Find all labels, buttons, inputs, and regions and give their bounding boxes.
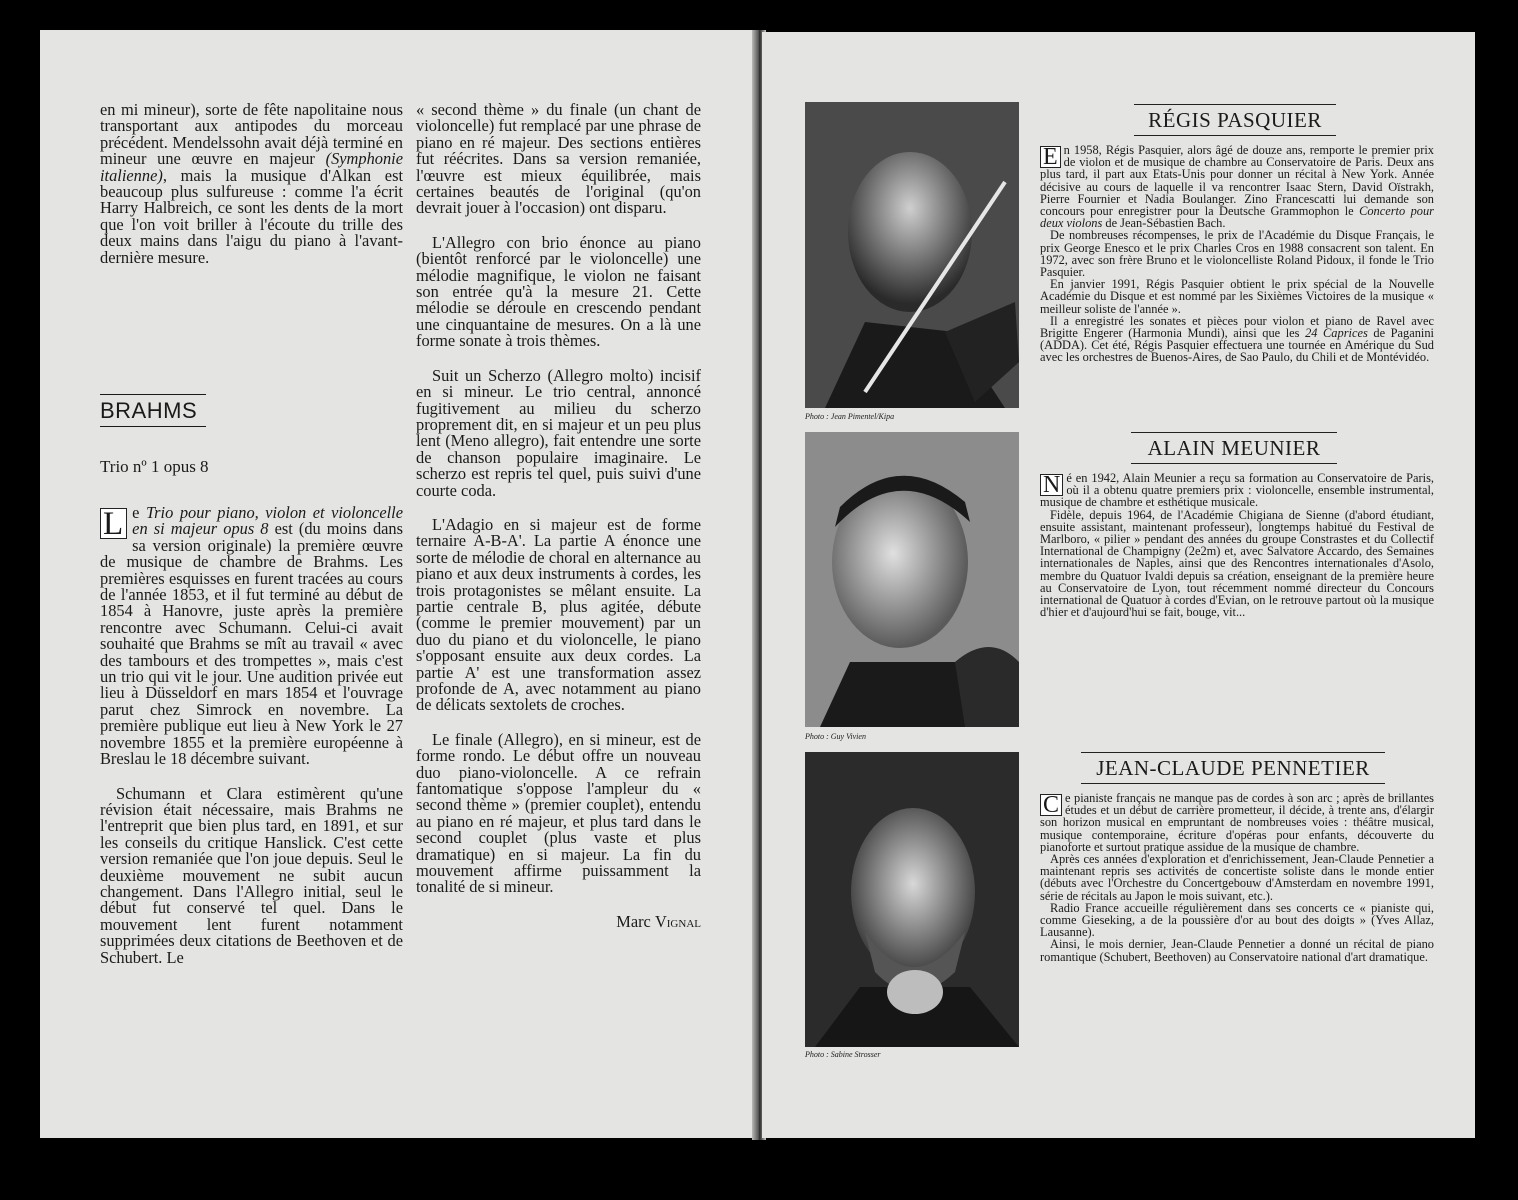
author-signature: Marc Vignal — [616, 911, 701, 931]
section-title: BRAHMS — [100, 398, 198, 423]
dropcap-letter: N — [1040, 474, 1063, 496]
left-column-1 — [100, 102, 403, 284]
brahms-paragraph-2: Schumann et Clara estimèrent qu'une révision était nécessaire, mais Brahms ne l'entreprit que bien plus tard, en 1891, et sur les conseils du critique Hanslick. C'est cette version remaniée que l'on joue depuis. Seul le deuxième mouvement ne subit aucun changement. Dans l'Allegro initial, seul le début fut conservé tel quel. Dans le mouvement lent furent notamment supprimées deux citations de Beethoven et de Schubert. Le — [100, 783, 403, 967]
left-column-2 — [416, 102, 701, 948]
bio-text: E n 1958, Régis Pasquier, alors âgé de douze ans, remporte le premier prix de violon et de musique de chambre au Conservatoire de Paris. Deux ans plus tard, il part aux Etats-Unis pour donner un récital à New York. Année décisive au cours de laquelle il va rencontrer Isaac Stern, David Oïstrakh, Pierre Fournier et Nadia Boulanger. Zino Francescatti lui demande son concours pour enregistrer pour la Deutsche Grammophon le Concerto pour deux violons de Jean-Sébastien Bach. De nombreuses récompenses, le prix de l'Académie du Disque Français, le prix George Enesco et le prix Charles Cros en 1988 consacrent son talent. En 1972, avec son frère Bruno et le violoncelliste Roland Pidoux, il fonde le Trio Pasquier. En janvier 1991, Régis Pasquier obtient le prix spécial de la Nouvelle Académie du Disque et est nommé par les Sixièmes Victoires de la musique « meilleur soliste de l'année ». Il a enregistré les sonates et pièces pour violon et piano de Ravel avec Brigitte Engerer (Harmonia Mundi), ainsi que les 24 Caprices de Paganini (ADDA). Cet été, Régis Pasquier effectuera une tournée en Amérique du Sud avec les orchestres de Buenos-Aires, de Sao Paulo, du Chili et de Montévidéo. — [1040, 143, 1434, 365]
col2-paragraph-5: Le finale (Allegro), en si mineur, est de forme rondo. Le début offre un nouveau duo piano-violoncelle. A ce refrain fantomatique s'oppose l'ampleur du « second thème » (premier couplet), entendu au piano en ré majeur, et plus tard dans le second couplet (plus vaste et plus dramatique) en si majeur. La fin du mouvement affirme puissamment la tonalité de si mineur. — [416, 729, 701, 897]
portrait-photo-cellist — [805, 432, 1019, 727]
col2-paragraph-3: Suit un Scherzo (Allegro molto) incisif en si mineur. Le trio central, annoncé fugitivement au milieu du scherzo proprement dit, en si majeur et un peu plus lent (Meno allegro), fait entendre une sorte de chanson populaire imaginaire. Le scherzo est repris tel quel, puis suivi d'une courte coda. — [416, 365, 701, 500]
dropcap-letter: E — [1040, 146, 1061, 168]
col2-paragraph-1: « second thème » du finale (un chant de violoncelle) fut remplacé par une phrase de piano en ré majeur. Des sections entières fut réécrites. Dans sa version remaniée, l'œuvre est mieux équilibrée, mais certaines beautés de l'original (qu'on devrait jouer à l'occasion) ont disparu. — [416, 100, 701, 218]
bio-text: N é en 1942, Alain Meunier a reçu sa formation au Conservatoire de Paris, où il a obtenu quatre premiers prix : violoncelle, ensemble instrumental, musique de chambre et esthétique musicale. Fidèle, depuis 1964, de l'Académie Chigiana de Sienne (d'abord étudiant, ensuite assistant, maintenant professeur), longtemps habitué du Festival de Marlboro, « pilier » pendant des années du groupe Constrastes et du Collectif International de Champigny (2e2m) et, avec Salvatore Accardo, des Semaines internationales de Naples, ainsi que des Rencontres internationales d'Asolo, membre du Quatuor Ivaldi depuis sa création, enseignant de la première heure au Conservatoire de Lyon, tout récemment nommé directeur du Concours international de Quatuor à cordes d'Evian, on le retrouve partout où la musique d'hier et d'aujourd'hui se fait, bouge, vit... — [1040, 471, 1434, 620]
section-subtitle: Trio nº 1 opus 8 — [100, 457, 209, 476]
photo-credit: Photo : Jean Pimentel/Kipa — [805, 412, 895, 421]
alkan-paragraph: en mi mineur), sorte de fête napolitaine nous transportant aux antipodes du morceau précédent. Mendelssohn avait déjà terminé en mineur une œuvre en majeur (Symphonie italienne), mais la musique d'Alkan est beaucoup plus sulfureuse : comme l'a écrit Harry Halbreich, ce sont les dents de la mort que l'on voit briller à l'écoute du trille des deux mains dans l'aigu du piano à l'avant-dernière mesure. — [100, 100, 403, 267]
left-page — [40, 30, 756, 1138]
photo-credit: Photo : Guy Vivien — [805, 732, 866, 741]
brahms-paragraph-1: L e Trio pour piano, violon et violoncelle en si majeur opus 8 est (du moins dans sa version originale) la première œuvre de musique de chambre de Brahms. Les premières esquisses en furent tracées au cours de l'année 1853, et il fut terminé au début de 1854 à Hanovre, juste après la première rencontre avec Schumann. Celui-ci avait souhaité que Brahms se mît au travail « avec des tambours et des trompettes », mais c'est un trio qui vit le jour. Une audition privée eut lieu à Düsseldorf en mars 1854 et l'ouvrage parut chez Simrock en novembre. La première publique eut lieu à New York le 27 novembre 1855 et la première européenne à Breslau le 18 décembre suivant. — [100, 503, 403, 769]
section-rule-top — [100, 394, 206, 395]
right-page — [762, 32, 1475, 1138]
col2-paragraph-4: L'Adagio en si majeur est de forme ternaire A-B-A'. La partie A énonce une sorte de mélodie de choral en alternance au piano et aux deux instruments à cordes, les trois protagonistes se mêlant ensuite. La partie centrale B, plus agitée, débute (comme le premier mouvement) par un duo du piano et du violoncelle, le piano s'opposant ensuite aux deux cordes. La partie A' est une transformation assez profonde de A, avec notamment au piano de délicats sextolets de croches. — [416, 514, 701, 715]
bio-heading: JEAN-CLAUDE PENNETIER — [1081, 752, 1385, 784]
bio-text: C e pianiste français ne manque pas de cordes à son arc ; après de brillantes études et un début de carrière prometteur, il décide, à trente ans, d'élargir son horizon musical en empruntant de nombreuses voies : théâtre musical, musique contemporaine, écriture d'opéras pour enfants, découverte du pianoforte et surtout pratique assidue de la musique de chambre. Après ces années d'exploration et d'enrichissement, Jean-Claude Pennetier a maintenant repris ses activités de concertiste soliste dans le monde entier (débuts avec l'Orchestre du Concertgebouw d'Amsterdam en novembre 1991, série de récitals au Japon le mois suivant, etc.). Radio France accueille régulièrement dans ses concerts ce « pianiste qui, comme Gieseking, a de la poussière d'or au bout des doigts » (Yves Allaz, Lausanne). Ainsi, le mois dernier, Jean-Claude Pennetier a donné un récital de piano romantique (Schubert, Beethoven) au Conservatoire national d'art dramatique. — [1040, 791, 1434, 964]
photo-credit: Photo : Sabine Strosser — [805, 1050, 881, 1059]
dropcap-letter: C — [1040, 794, 1062, 816]
dropcap-letter: L — [100, 508, 127, 539]
section-rule-bottom — [100, 426, 206, 427]
portrait-photo-pianist — [805, 752, 1019, 1047]
brahms-text — [100, 505, 403, 984]
col2-paragraph-2: L'Allegro con brio énonce au piano (bientôt renforcé par le violoncelle) une mélodie magnifique, le violon ne faisant son entrée qu'à la mesure 21. Cette mélodie se déroule en crescendo pendant une cinquantaine de mesures. On a là une forme sonate à trois thèmes. — [416, 232, 701, 351]
bio-heading: ALAIN MEUNIER — [1131, 432, 1337, 464]
portrait-photo-violinist — [805, 102, 1019, 408]
bio-heading: RÉGIS PASQUIER — [1134, 104, 1336, 136]
